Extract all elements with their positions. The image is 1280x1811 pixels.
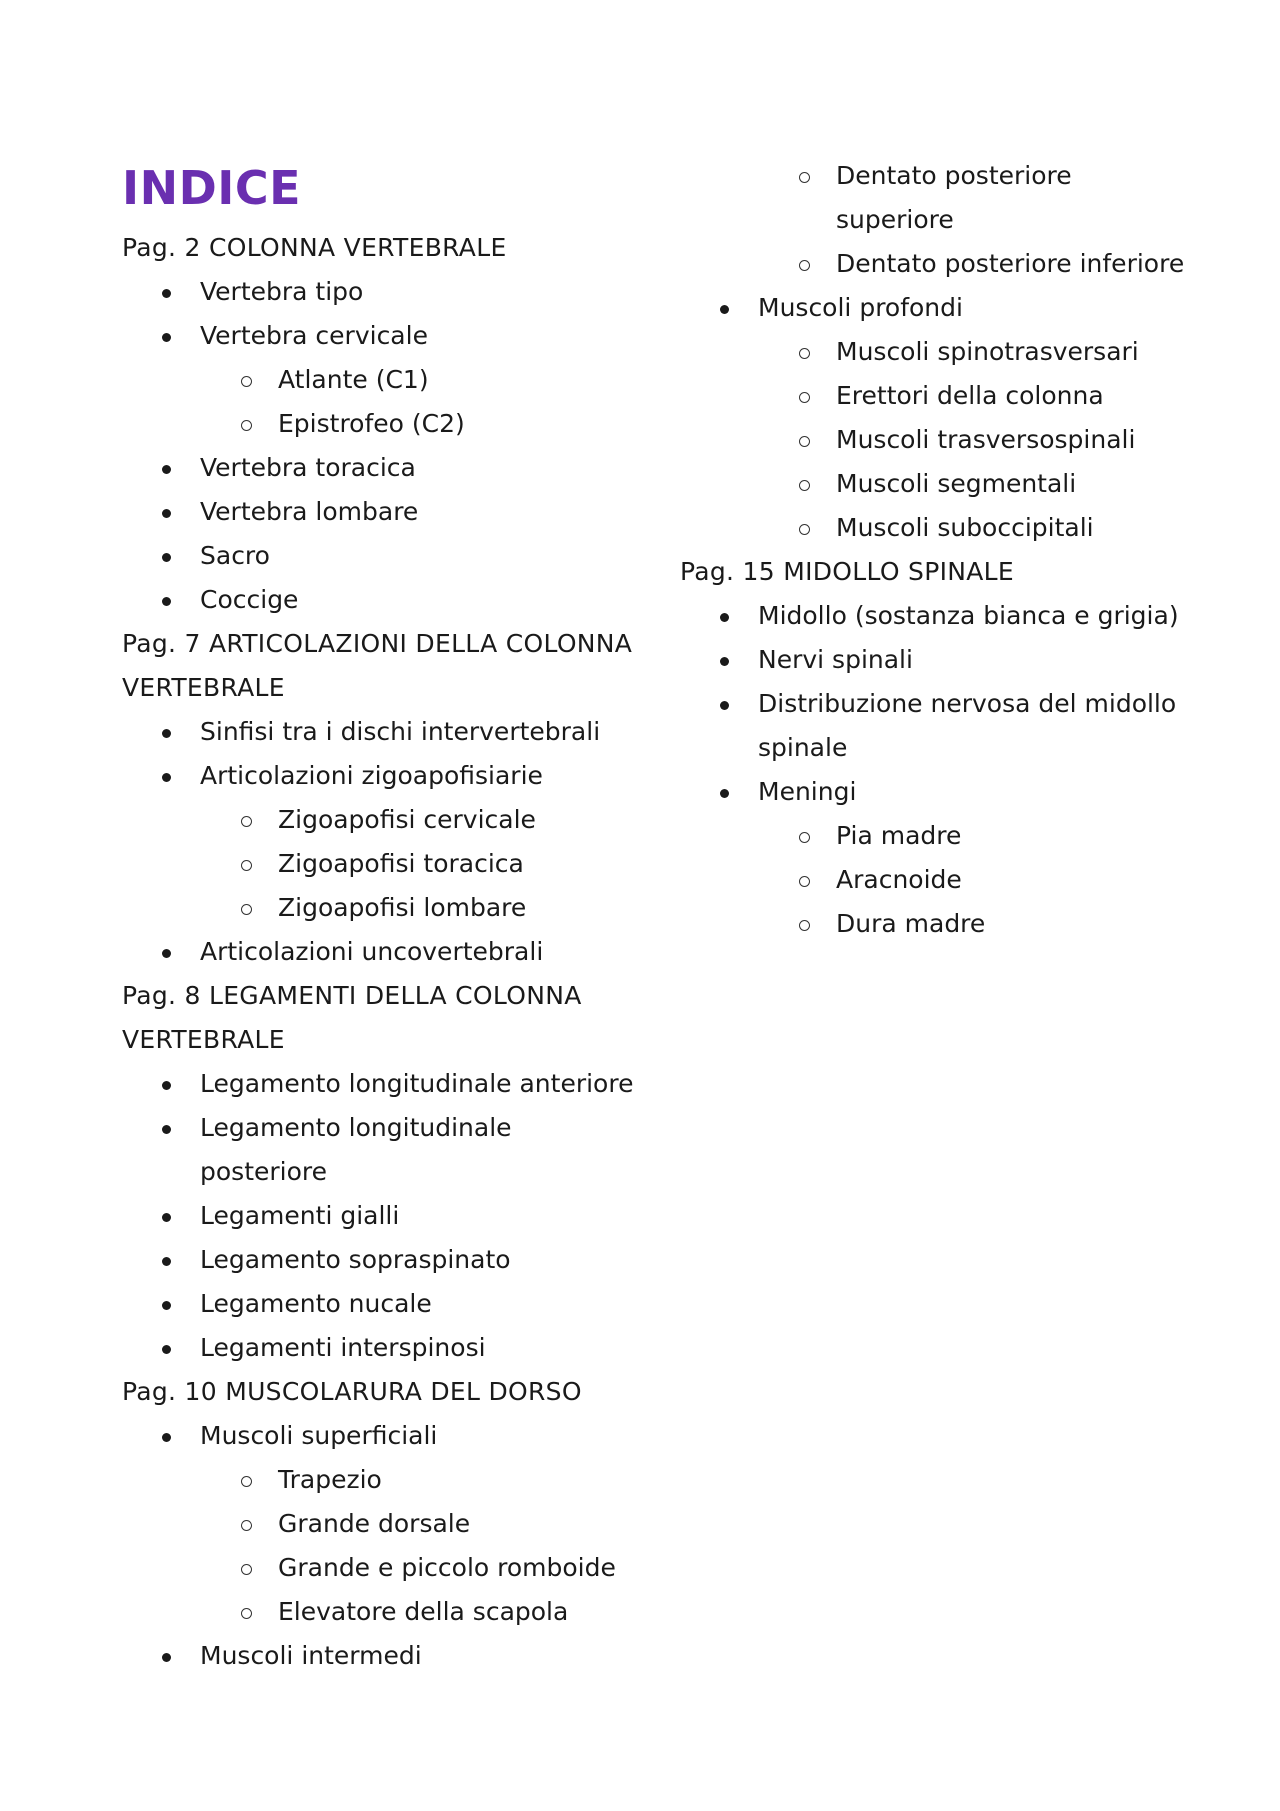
list-item: Vertebra lombare [200, 490, 418, 534]
bullet-icon [162, 1213, 171, 1222]
list-item: Coccige [200, 578, 298, 622]
bullet-icon [162, 1081, 171, 1090]
list-item: Vertebra toracica [200, 446, 416, 490]
sub-list-item: Atlante (C1) [278, 358, 429, 402]
circle-bullet-icon [241, 1608, 252, 1619]
circle-bullet-icon [799, 920, 810, 931]
list-item: Vertebra tipo [200, 270, 363, 314]
circle-bullet-icon [241, 1476, 252, 1487]
sub-list-item: Aracnoide [836, 858, 962, 902]
circle-bullet-icon [799, 876, 810, 887]
bullet-icon [162, 289, 171, 298]
list-item-continued: posteriore [200, 1157, 328, 1186]
circle-bullet-icon [241, 420, 252, 431]
sub-list-item: Zigoapofisi cervicale [278, 798, 536, 842]
section-heading: Pag. 2 COLONNA VERTEBRALE [122, 233, 507, 262]
sub-list-item: Elevatore della scapola [278, 1590, 568, 1634]
section-heading: VERTEBRALE [122, 673, 285, 702]
circle-bullet-icon [799, 480, 810, 491]
section-heading: Pag. 10 MUSCOLARURA DEL DORSO [122, 1377, 582, 1406]
bullet-icon [162, 509, 171, 518]
list-item: Muscoli profondi [758, 286, 963, 330]
sub-list-item: Epistrofeo (C2) [278, 402, 465, 446]
list-item: Muscoli superficiali [200, 1414, 437, 1458]
list-item: Legamento nucale [200, 1282, 432, 1326]
list-item: Nervi spinali [758, 638, 913, 682]
section-heading: VERTEBRALE [122, 1025, 285, 1054]
sub-list-item: Dentato posteriore [836, 154, 1072, 198]
list-item: Vertebra cervicale [200, 314, 428, 358]
list-item: Midollo (sostanza bianca e grigia) [758, 594, 1179, 638]
bullet-icon [720, 305, 729, 314]
circle-bullet-icon [241, 816, 252, 827]
sub-list-item: Muscoli suboccipitali [836, 506, 1094, 550]
list-item: Muscoli intermedi [200, 1634, 422, 1678]
section-heading: Pag. 7 ARTICOLAZIONI DELLA COLONNA [122, 629, 633, 658]
bullet-icon [720, 789, 729, 798]
sub-list-item: Pia madre [836, 814, 961, 858]
bullet-icon [162, 333, 171, 342]
circle-bullet-icon [799, 524, 810, 535]
sub-list-item: Grande dorsale [278, 1502, 470, 1546]
list-item: Legamenti gialli [200, 1194, 399, 1238]
circle-bullet-icon [799, 392, 810, 403]
sub-list-item: Zigoapofisi toracica [278, 842, 524, 886]
list-item: Sinfisi tra i dischi intervertebrali [200, 710, 600, 754]
bullet-icon [162, 597, 171, 606]
circle-bullet-icon [799, 436, 810, 447]
circle-bullet-icon [241, 1564, 252, 1575]
bullet-icon [162, 1257, 171, 1266]
section-heading: Pag. 15 MIDOLLO SPINALE [680, 557, 1014, 586]
sub-list-item: Trapezio [278, 1458, 382, 1502]
bullet-icon [720, 657, 729, 666]
sub-list-item: Muscoli trasversospinali [836, 418, 1135, 462]
list-item: Distribuzione nervosa del midollo [758, 682, 1176, 726]
sub-list-item: Dura madre [836, 902, 985, 946]
circle-bullet-icon [241, 376, 252, 387]
sub-list-item: Erettori della colonna [836, 374, 1104, 418]
sub-list-item: Zigoapofisi lombare [278, 886, 526, 930]
list-item: Legamento longitudinale anteriore [200, 1062, 633, 1106]
list-item: Articolazioni uncovertebrali [200, 930, 543, 974]
bullet-icon [162, 1301, 171, 1310]
bullet-icon [720, 613, 729, 622]
sub-list-item: Grande e piccolo romboide [278, 1546, 616, 1590]
circle-bullet-icon [799, 172, 810, 183]
bullet-icon [162, 729, 171, 738]
bullet-icon [162, 949, 171, 958]
circle-bullet-icon [799, 832, 810, 843]
section-heading: Pag. 8 LEGAMENTI DELLA COLONNA [122, 981, 582, 1010]
circle-bullet-icon [241, 1520, 252, 1531]
list-item: Sacro [200, 534, 270, 578]
sub-list-item-continued: superiore [836, 205, 954, 234]
list-item: Articolazioni zigoapofisiarie [200, 754, 543, 798]
bullet-icon [162, 773, 171, 782]
list-item: Meningi [758, 770, 856, 814]
circle-bullet-icon [241, 860, 252, 871]
bullet-icon [162, 553, 171, 562]
list-item-continued: spinale [758, 733, 848, 762]
circle-bullet-icon [799, 348, 810, 359]
sub-list-item: Muscoli spinotrasversari [836, 330, 1139, 374]
page-title: INDICE [122, 161, 302, 215]
circle-bullet-icon [799, 260, 810, 271]
circle-bullet-icon [241, 904, 252, 915]
sub-list-item: Dentato posteriore inferiore [836, 242, 1184, 286]
bullet-icon [162, 1345, 171, 1354]
bullet-icon [720, 701, 729, 710]
bullet-icon [162, 465, 171, 474]
bullet-icon [162, 1653, 171, 1662]
bullet-icon [162, 1433, 171, 1442]
sub-list-item: Muscoli segmentali [836, 462, 1076, 506]
list-item: Legamenti interspinosi [200, 1326, 486, 1370]
bullet-icon [162, 1125, 171, 1134]
list-item: Legamento sopraspinato [200, 1238, 511, 1282]
list-item: Legamento longitudinale [200, 1106, 512, 1150]
